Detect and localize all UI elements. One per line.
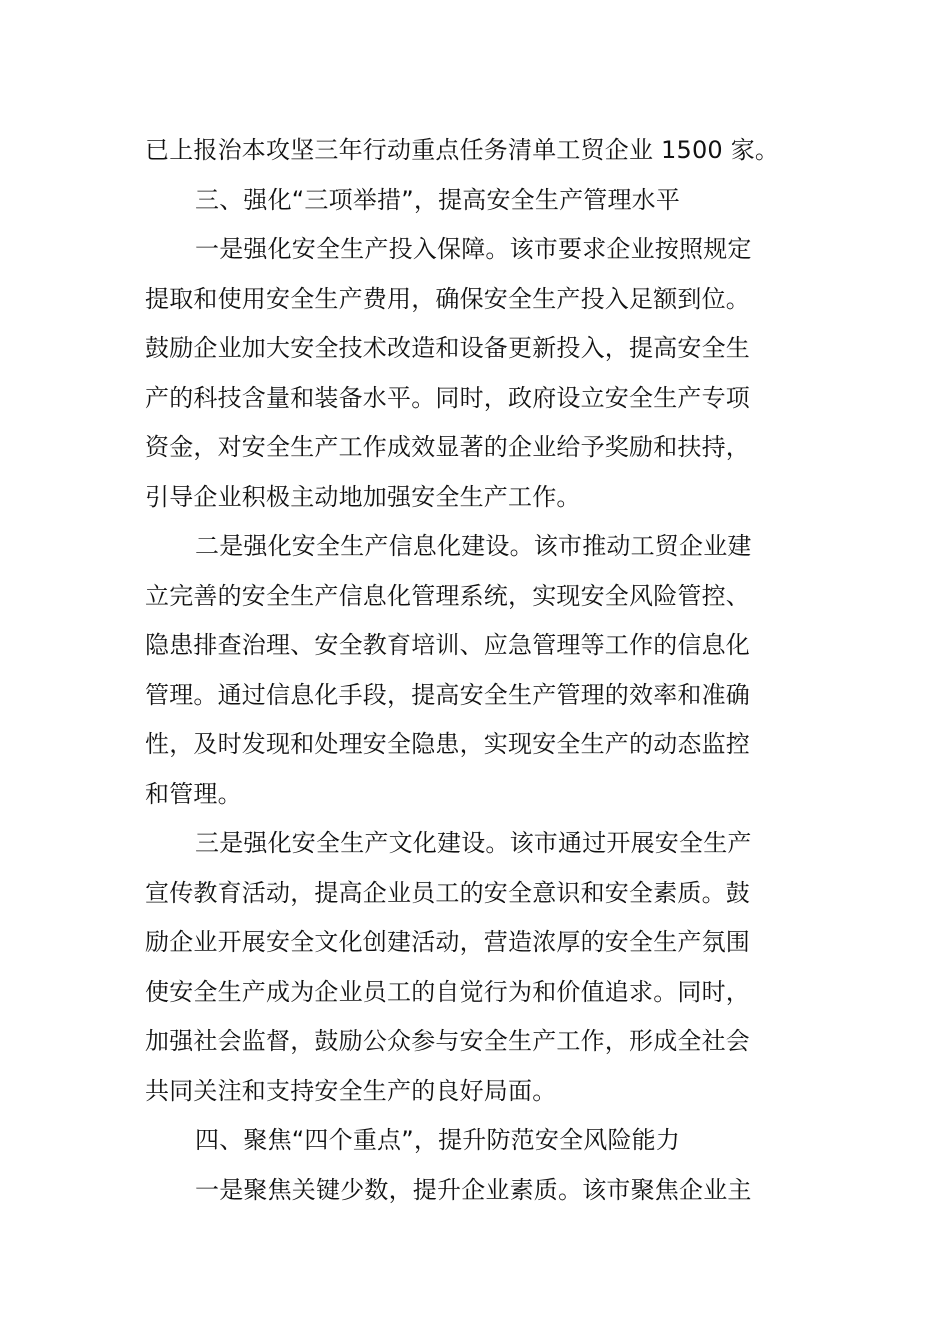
- body-line: 和管理。: [145, 779, 242, 808]
- body-line: 隐患排查治理、安全教育培训、应急管理等工作的信息化: [145, 631, 750, 659]
- body-line: 鼓励企业加大安全技术改造和设备更新投入，提高安全生: [145, 334, 750, 362]
- body-line: 加强社会监督，鼓励公众参与安全生产工作，形成全社会: [145, 1027, 750, 1055]
- section-heading-3: 三、强化“三项举措”，提高安全生产管理水平: [195, 185, 681, 214]
- body-line: 管理。通过信息化手段，提高安全生产管理的效率和准确: [145, 680, 750, 709]
- body-line: 三是强化安全生产文化建设。该市通过开展安全生产: [195, 829, 752, 857]
- body-line: 使安全生产成为企业员工的自觉行为和价值追求。同时，: [145, 977, 750, 1006]
- body-line: 宣传教育活动，提高企业员工的安全意识和安全素质。鼓: [145, 878, 750, 907]
- body-line: 资金，对安全生产工作成效显著的企业给予奖励和扶持，: [145, 433, 750, 461]
- body-line: 已上报治本攻坚三年行动重点任务清单工贸企业 1500 家。: [145, 136, 780, 164]
- body-line: 产的科技含量和装备水平。同时，政府设立安全生产专项: [145, 383, 750, 412]
- body-line: 共同关注和支持安全生产的良好局面。: [145, 1076, 557, 1105]
- body-line: 提取和使用安全生产费用，确保安全生产投入足额到位。: [145, 284, 750, 313]
- body-line: 立完善的安全生产信息化管理系统，实现安全风险管控、: [145, 581, 750, 610]
- body-line: 二是强化安全生产信息化建设。该市推动工贸企业建: [195, 532, 752, 560]
- body-line: 性，及时发现和处理安全隐患，实现安全生产的动态监控: [145, 730, 750, 758]
- body-line: 励企业开展安全文化创建活动，营造浓厚的安全生产氛围: [145, 928, 750, 956]
- body-line: 一是聚焦关键少数，提升企业素质。该市聚焦企业主: [195, 1175, 752, 1204]
- body-line: 引导企业积极主动地加强安全生产工作。: [145, 482, 581, 511]
- document-body: [145, 126, 810, 1215]
- section-heading-4: 四、聚焦“四个重点”，提升防范安全风险能力: [195, 1126, 681, 1154]
- body-line: 一是强化安全生产投入保障。该市要求企业按照规定: [195, 235, 752, 263]
